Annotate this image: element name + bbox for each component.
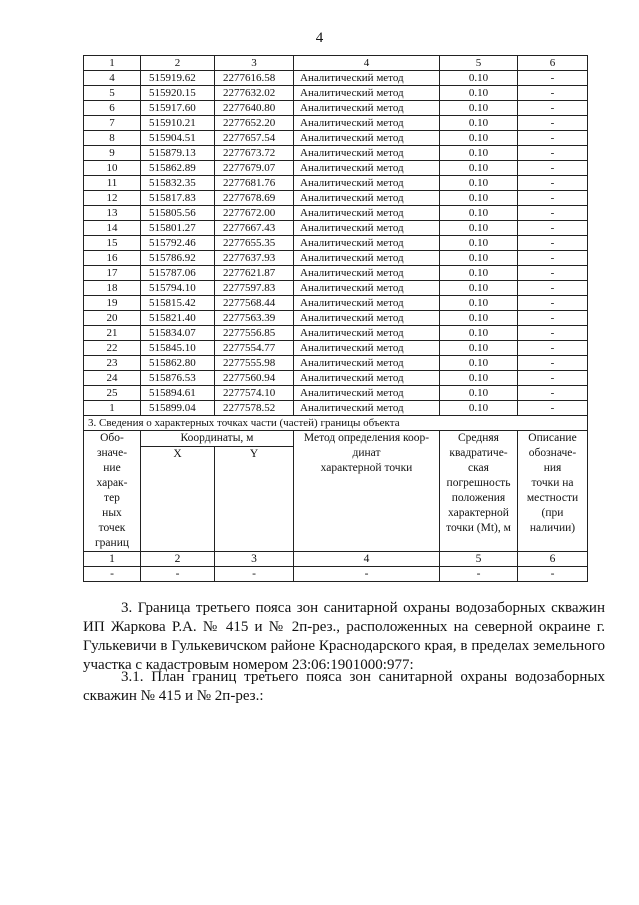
description: - (518, 311, 588, 326)
description: - (518, 116, 588, 131)
header-line: квадратиче- (449, 447, 508, 459)
error-value: 0.10 (440, 296, 518, 311)
section3-empty-row (84, 567, 588, 582)
description: - (518, 371, 588, 386)
coord-x: 515876.53 (141, 371, 215, 386)
table-row (84, 281, 588, 296)
table-row (84, 326, 588, 341)
coord-y: 2277578.52 (215, 401, 294, 416)
error-value: 0.10 (440, 341, 518, 356)
method: Аналитический метод (294, 86, 440, 101)
description: - (518, 251, 588, 266)
description: - (518, 386, 588, 401)
method: Аналитический метод (294, 356, 440, 371)
description: - (518, 101, 588, 116)
method: Аналитический метод (294, 191, 440, 206)
header-coordinates: Координаты, м (141, 431, 294, 447)
coord-y: 2277681.76 (215, 176, 294, 191)
method: Аналитический метод (294, 311, 440, 326)
header-line: точек (98, 522, 126, 534)
coord-x: 515894.61 (141, 386, 215, 401)
description: - (518, 71, 588, 86)
coord-x: 515917.60 (141, 101, 215, 116)
point-number: 17 (84, 266, 141, 281)
coord-y: 2277554.77 (215, 341, 294, 356)
method: Аналитический метод (294, 281, 440, 296)
header-line: Описание (528, 432, 577, 444)
coord-y: 2277678.69 (215, 191, 294, 206)
header-line: погрешность (446, 477, 511, 489)
coord-y: 2277655.35 (215, 236, 294, 251)
column-number: 2 (141, 552, 215, 567)
table-row (84, 71, 588, 86)
header-line: точки на (531, 477, 574, 489)
table-row (84, 146, 588, 161)
point-number: 11 (84, 176, 141, 191)
error-value: 0.10 (440, 281, 518, 296)
coord-x: 515805.56 (141, 206, 215, 221)
header-line: местности (526, 492, 579, 504)
point-number: 24 (84, 371, 141, 386)
table-row (84, 131, 588, 146)
coord-y: 2277632.02 (215, 86, 294, 101)
column-number: 4 (294, 552, 440, 567)
table-row (84, 266, 588, 281)
header-line: точки (Mt), м (446, 522, 511, 534)
table-row (84, 176, 588, 191)
section3-column-numbers-row (84, 552, 588, 567)
header-line: характерной (448, 507, 509, 519)
method: Аналитический метод (294, 221, 440, 236)
coord-y: 2277673.72 (215, 146, 294, 161)
empty-cell: - (215, 567, 294, 582)
header-y: Y (215, 447, 294, 552)
description: - (518, 326, 588, 341)
point-number: 13 (84, 206, 141, 221)
table-row (84, 401, 588, 416)
coord-x: 515834.07 (141, 326, 215, 341)
coord-x: 515862.89 (141, 161, 215, 176)
page-number: 4 (315, 30, 324, 46)
coord-x: 515862.80 (141, 356, 215, 371)
coordinates-table-body (84, 56, 588, 416)
empty-cell: - (440, 567, 518, 582)
coord-x: 515899.04 (141, 401, 215, 416)
header-line: Средняя (458, 432, 499, 444)
method: Аналитический метод (294, 386, 440, 401)
coord-y: 2277556.85 (215, 326, 294, 341)
point-number: 4 (84, 71, 141, 86)
section3-header-row (84, 431, 588, 447)
column-number: 5 (440, 56, 518, 71)
empty-cell: - (84, 567, 141, 582)
coord-y: 2277563.39 (215, 311, 294, 326)
point-number: 19 (84, 296, 141, 311)
column-number: 5 (440, 552, 518, 567)
header-line: ская (468, 462, 489, 474)
table-row (84, 341, 588, 356)
error-value: 0.10 (440, 146, 518, 161)
table-row (84, 86, 588, 101)
point-number: 12 (84, 191, 141, 206)
header-line: обозначе- (528, 447, 577, 459)
header-designation (84, 431, 141, 552)
method: Аналитический метод (294, 101, 440, 116)
point-number: 14 (84, 221, 141, 236)
section3-title-row (84, 416, 588, 431)
column-number: 1 (84, 552, 141, 567)
point-number: 25 (84, 386, 141, 401)
point-number: 7 (84, 116, 141, 131)
point-number: 18 (84, 281, 141, 296)
table-row (84, 101, 588, 116)
coord-x: 515910.21 (141, 116, 215, 131)
description: - (518, 131, 588, 146)
coord-x: 515817.83 (141, 191, 215, 206)
method: Аналитический метод (294, 236, 440, 251)
table-row (84, 251, 588, 266)
coord-x: 515801.27 (141, 221, 215, 236)
column-number: 4 (294, 56, 440, 71)
coord-y: 2277568.44 (215, 296, 294, 311)
point-number: 6 (84, 101, 141, 116)
header-line: харак- (96, 477, 128, 489)
point-number: 5 (84, 86, 141, 101)
header-line: границ (94, 537, 130, 549)
column-number: 6 (518, 552, 588, 567)
description: - (518, 401, 588, 416)
table-row (84, 161, 588, 176)
error-value: 0.10 (440, 131, 518, 146)
coord-y: 2277672.00 (215, 206, 294, 221)
table-row (84, 296, 588, 311)
header-line: ние (103, 462, 121, 474)
method: Аналитический метод (294, 251, 440, 266)
header-line: значе- (96, 447, 128, 459)
error-value: 0.10 (440, 116, 518, 131)
description: - (518, 356, 588, 371)
header-line: Обо- (100, 432, 124, 444)
coord-x: 515904.51 (141, 131, 215, 146)
point-number: 8 (84, 131, 141, 146)
table-row (84, 371, 588, 386)
table-column-numbers-row (84, 56, 588, 71)
method: Аналитический метод (294, 176, 440, 191)
coord-y: 2277555.98 (215, 356, 294, 371)
method: Аналитический метод (294, 71, 440, 86)
error-value: 0.10 (440, 251, 518, 266)
empty-cell: - (294, 567, 440, 582)
header-line: положения (451, 492, 506, 504)
table-row (84, 116, 588, 131)
description: - (518, 266, 588, 281)
coord-y: 2277640.80 (215, 101, 294, 116)
header-line: динат (352, 447, 381, 459)
method: Аналитический метод (294, 326, 440, 341)
header-line: ния (543, 462, 562, 474)
coord-x: 515832.35 (141, 176, 215, 191)
point-number: 16 (84, 251, 141, 266)
section3-title: 3. Сведения о характерных точках части (частей) границы объекта (84, 416, 588, 431)
error-value: 0.10 (440, 176, 518, 191)
point-number: 20 (84, 311, 141, 326)
description: - (518, 281, 588, 296)
header-line: тер (104, 492, 120, 504)
column-number: 6 (518, 56, 588, 71)
coordinates-table (83, 55, 588, 582)
error-value: 0.10 (440, 221, 518, 236)
paragraph-section-3-1: 3.1. План границ третьего пояса зон санитарной охраны водозаборных скважин № 415 и № 2п-рез.: (83, 669, 605, 704)
point-number: 23 (84, 356, 141, 371)
description: - (518, 236, 588, 251)
header-line: характерной точки (320, 462, 413, 474)
table-row (84, 236, 588, 251)
header-x: X (141, 447, 215, 552)
coord-y: 2277616.58 (215, 71, 294, 86)
coord-x: 515920.15 (141, 86, 215, 101)
section3-table-body (84, 416, 588, 582)
description: - (518, 146, 588, 161)
method: Аналитический метод (294, 266, 440, 281)
coord-y: 2277679.07 (215, 161, 294, 176)
table-row (84, 191, 588, 206)
method: Аналитический метод (294, 341, 440, 356)
point-number: 21 (84, 326, 141, 341)
coord-x: 515786.92 (141, 251, 215, 266)
error-value: 0.10 (440, 191, 518, 206)
coord-y: 2277560.94 (215, 371, 294, 386)
description: - (518, 341, 588, 356)
description: - (518, 161, 588, 176)
coord-x: 515845.10 (141, 341, 215, 356)
coord-y: 2277637.93 (215, 251, 294, 266)
error-value: 0.10 (440, 371, 518, 386)
description: - (518, 191, 588, 206)
description: - (518, 206, 588, 221)
point-number: 10 (84, 161, 141, 176)
coord-x: 515787.06 (141, 266, 215, 281)
coord-x: 515919.62 (141, 71, 215, 86)
coord-y: 2277597.83 (215, 281, 294, 296)
coord-y: 2277621.87 (215, 266, 294, 281)
header-line: наличии) (529, 522, 576, 534)
error-value: 0.10 (440, 71, 518, 86)
table-row (84, 311, 588, 326)
coord-x: 515879.13 (141, 146, 215, 161)
column-number: 3 (215, 552, 294, 567)
error-value: 0.10 (440, 326, 518, 341)
header-line: ных (102, 507, 122, 519)
method: Аналитический метод (294, 161, 440, 176)
error-value: 0.10 (440, 236, 518, 251)
error-value: 0.10 (440, 311, 518, 326)
error-value: 0.10 (440, 206, 518, 221)
column-number: 1 (84, 56, 141, 71)
coord-y: 2277652.20 (215, 116, 294, 131)
point-number: 15 (84, 236, 141, 251)
description: - (518, 176, 588, 191)
table-row (84, 221, 588, 236)
coord-y: 2277574.10 (215, 386, 294, 401)
coord-x: 515794.10 (141, 281, 215, 296)
header-method (294, 431, 440, 552)
coord-x: 515815.42 (141, 296, 215, 311)
empty-cell: - (141, 567, 215, 582)
coord-x: 515792.46 (141, 236, 215, 251)
error-value: 0.10 (440, 401, 518, 416)
point-number: 22 (84, 341, 141, 356)
method: Аналитический метод (294, 146, 440, 161)
error-value: 0.10 (440, 386, 518, 401)
coord-x: 515821.40 (141, 311, 215, 326)
coord-y: 2277667.43 (215, 221, 294, 236)
point-number: 9 (84, 146, 141, 161)
header-error (440, 431, 518, 552)
description: - (518, 221, 588, 236)
paragraph-section-3: 3. Граница третьего пояса зон санитарной охраны водозаборных скважин ИП Жаркова Р.А. № 415 и № 2п-рез., расположенных на северной окраине г. Гулькевичи в Гулькевичском районе Краснодарского края, в пределах земельного участка с кадастровым номером 23:06:1901000:977: (83, 600, 605, 673)
method: Аналитический метод (294, 116, 440, 131)
method: Аналитический метод (294, 296, 440, 311)
error-value: 0.10 (440, 86, 518, 101)
description: - (518, 296, 588, 311)
error-value: 0.10 (440, 356, 518, 371)
coord-y: 2277657.54 (215, 131, 294, 146)
table-row (84, 386, 588, 401)
point-number: 1 (84, 401, 141, 416)
table-row (84, 206, 588, 221)
column-number: 3 (215, 56, 294, 71)
header-description (518, 431, 588, 552)
method: Аналитический метод (294, 371, 440, 386)
table-row (84, 356, 588, 371)
error-value: 0.10 (440, 161, 518, 176)
method: Аналитический метод (294, 131, 440, 146)
error-value: 0.10 (440, 266, 518, 281)
empty-cell: - (518, 567, 588, 582)
error-value: 0.10 (440, 101, 518, 116)
method: Аналитический метод (294, 401, 440, 416)
column-number: 2 (141, 56, 215, 71)
method: Аналитический метод (294, 206, 440, 221)
description: - (518, 86, 588, 101)
header-line: (при (541, 507, 564, 519)
header-line: Метод определения коор- (303, 432, 430, 444)
